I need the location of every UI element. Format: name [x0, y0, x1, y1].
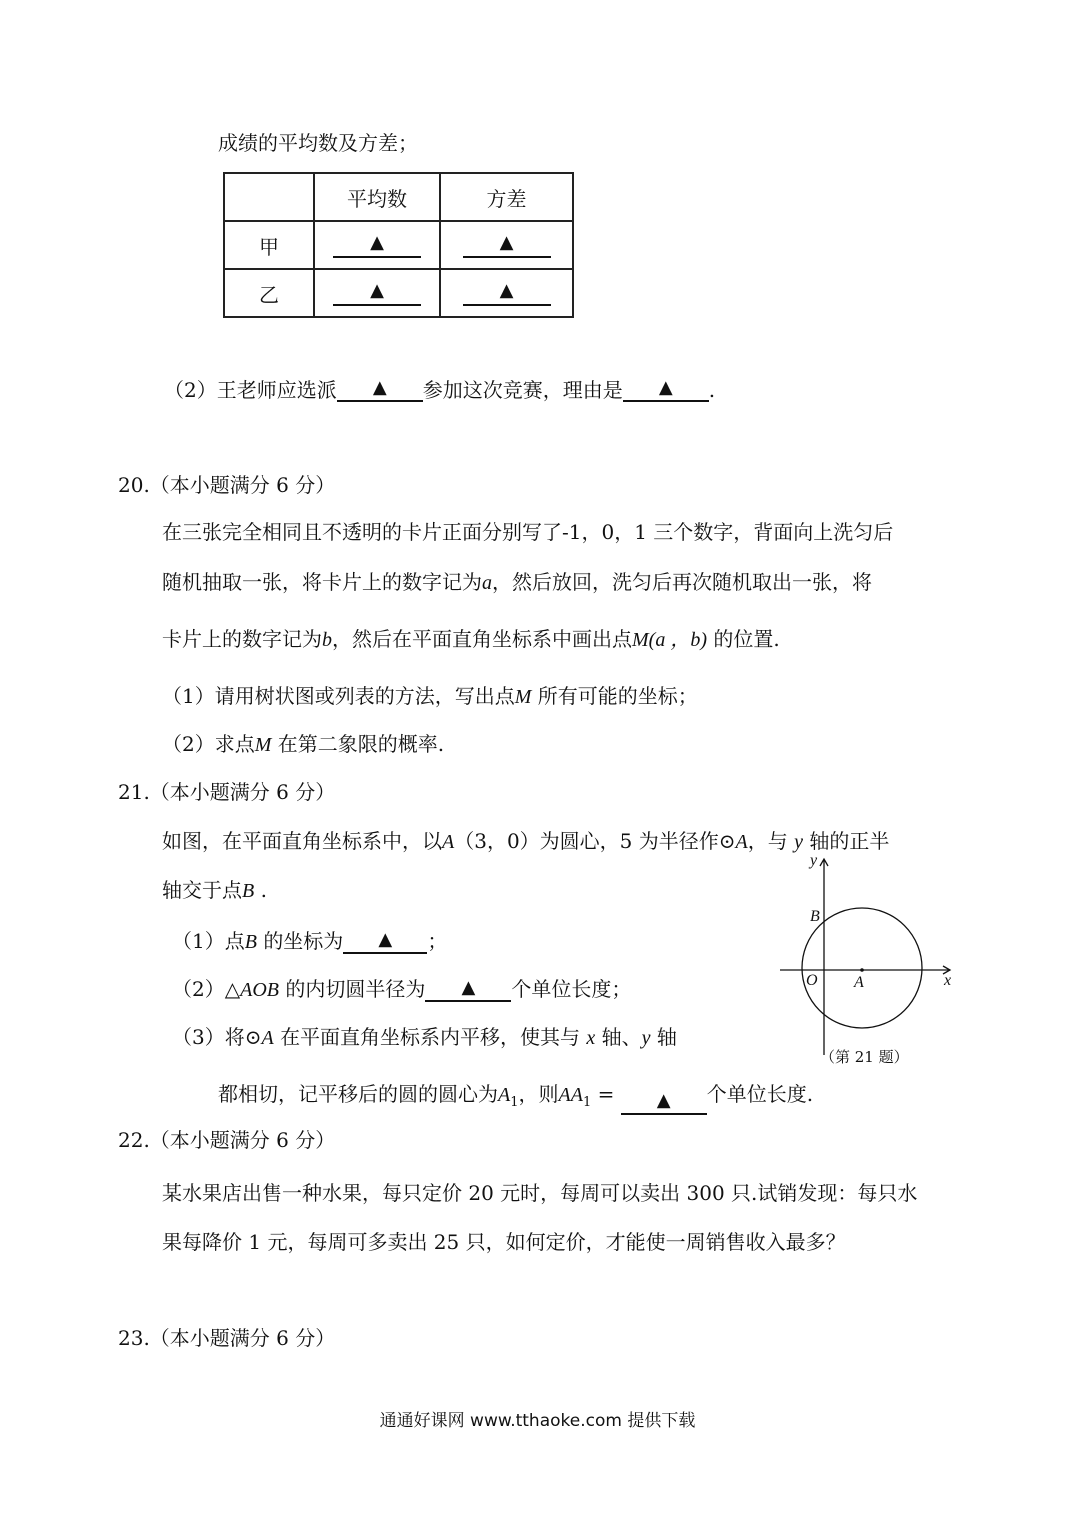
- header-cell-average: 平均数: [314, 173, 440, 221]
- q21-sub2: [172, 976, 631, 1002]
- q21-sub1-end: ；: [427, 929, 448, 953]
- q20-line2: [162, 570, 872, 595]
- q21-sub3-a: （3）将⊙: [172, 1025, 262, 1049]
- q21-sub3-end: 个单位长度.: [706, 1082, 814, 1106]
- point-a: A: [442, 831, 455, 853]
- table-intro: 成绩的平均数及方差；: [218, 131, 418, 155]
- var-b: b: [322, 629, 332, 651]
- point-a1: A: [498, 1084, 511, 1106]
- q23-title: 23.（本小题满分 6 分）: [118, 1326, 336, 1350]
- var-x: x: [586, 1027, 596, 1049]
- answer-blank[interactable]: ▲: [343, 928, 427, 954]
- point-b: B: [244, 931, 257, 953]
- q20-line2-a: 随机抽取一张，将卡片上的数字记为: [162, 570, 482, 594]
- q21-sub2-end: 个单位长度；: [511, 977, 632, 1001]
- q19-part2-prefix: （2）王老师应选派: [164, 378, 337, 402]
- q21-line1-a: 如图，在平面直角坐标系中，以: [162, 829, 442, 853]
- q21-line1-b: （3，0）为圆心，5 为半径作⊙: [454, 829, 736, 853]
- q21-title: 21.（本小题满分 6 分）: [118, 780, 336, 804]
- label-a: A: [854, 974, 864, 991]
- q21-sub3-c: 轴、: [601, 1025, 642, 1049]
- q21-sub1-a: （1）点: [172, 929, 245, 953]
- table-header-row: [224, 173, 573, 221]
- q21-line2-b: .: [260, 878, 267, 902]
- answer-blank[interactable]: ▲: [425, 976, 511, 1002]
- score-table: [223, 172, 574, 318]
- var-y: y: [641, 1027, 651, 1049]
- q20-sub2-b: 在第二象限的概率.: [277, 732, 445, 756]
- circle-a: [802, 908, 922, 1028]
- q22-line1: 某水果店出售一种水果，每只定价 20 元时，每周可以卖出 300 只.试销发现：每只水: [162, 1181, 918, 1205]
- triangle-aob: AOB: [240, 979, 279, 1001]
- table-row: [224, 269, 573, 317]
- q20-line3: [162, 627, 780, 652]
- q20-sub2: [162, 732, 444, 757]
- q20-line3-b: ，然后在平面直角坐标系中画出点: [332, 627, 632, 651]
- q21-sub3-e: 都相切，记平移后的圆的圆心为: [218, 1082, 498, 1106]
- q21-line1-d: 轴的正半: [809, 829, 890, 853]
- point-a: A: [735, 831, 748, 853]
- label-o: O: [806, 972, 818, 989]
- q20-line2-b: ，然后放回，洗匀后再次随机取出一张，将: [492, 570, 872, 594]
- q21-sub1-b: 的坐标为: [263, 929, 344, 953]
- q19-part2-middle: 参加这次竞赛，理由是: [422, 378, 623, 402]
- q22-line2: 果每降价 1 元，每周可多卖出 25 只，如何定价，才能使一周销售收入最多？: [162, 1230, 846, 1254]
- equals-sign: =: [591, 1082, 615, 1106]
- q21-sub2-a: （2）△: [172, 977, 241, 1001]
- header-cell-variance: 方差: [440, 173, 573, 221]
- q22-title: 22.（本小题满分 6 分）: [118, 1128, 336, 1152]
- q20-sub2-a: （2）求点: [162, 732, 255, 756]
- var-a: a: [482, 572, 492, 594]
- q20-sub1-b: 所有可能的坐标；: [537, 684, 698, 708]
- answer-blank[interactable]: ▲: [463, 280, 551, 306]
- q21-sub3-cont: [218, 1082, 813, 1115]
- answer-blank[interactable]: ▲: [337, 376, 423, 402]
- q20-line3-c: 的位置.: [713, 627, 780, 651]
- q21-sub3-b: 在平面直角坐标系内平移，使其与: [280, 1025, 581, 1049]
- segment-aa1: AA: [558, 1084, 583, 1106]
- point-m-coord: (a ，b): [648, 629, 707, 651]
- header-cell-empty: [224, 173, 314, 221]
- q21-line2: [162, 878, 267, 903]
- center-dot: [860, 968, 864, 972]
- answer-blank[interactable]: ▲: [333, 232, 421, 258]
- answer-blank[interactable]: ▲: [621, 1089, 707, 1115]
- answer-blank[interactable]: ▲: [623, 376, 709, 402]
- footer-credit: 通通好课网 www.tthaoke.com 提供下载: [379, 1411, 696, 1431]
- q20-line3-a: 卡片上的数字记为: [162, 627, 322, 651]
- q19-part2-end: .: [708, 378, 716, 402]
- q21-sub3-d: 轴: [656, 1025, 677, 1049]
- q21-line2-a: 轴交于点: [162, 878, 242, 902]
- figure-caption: （第 21 题）: [820, 1048, 909, 1066]
- answer-blank[interactable]: ▲: [333, 280, 421, 306]
- subscript-1: 1: [510, 1095, 519, 1110]
- q21-sub2-b: 的内切圆半径为: [285, 977, 426, 1001]
- point-m: M: [632, 629, 649, 651]
- q21-sub3: [172, 1025, 677, 1050]
- q21-line1-c: ，与: [747, 829, 788, 853]
- q20-title: 20.（本小题满分 6 分）: [118, 473, 336, 497]
- point-b: B: [242, 880, 255, 902]
- subscript-1: 1: [582, 1095, 592, 1110]
- q21-sub3-f: ，则: [518, 1082, 559, 1106]
- point-m: M: [514, 686, 532, 708]
- row-label: 甲: [224, 221, 314, 269]
- q21-sub1: [172, 928, 447, 954]
- answer-blank[interactable]: ▲: [463, 232, 551, 258]
- q20-line1: 在三张完全相同且不透明的卡片正面分别写了-1，0，1 三个数字，背面向上洗匀后: [162, 520, 894, 544]
- q20-sub1-a: （1）请用树状图或列表的方法，写出点: [162, 684, 515, 708]
- point-a: A: [261, 1027, 274, 1049]
- row-label: 乙: [224, 269, 314, 317]
- point-m: M: [254, 734, 272, 756]
- label-y: y: [810, 852, 818, 869]
- q21-figure: [770, 845, 970, 1075]
- var-y: y: [794, 831, 803, 853]
- label-x: x: [944, 972, 952, 989]
- q20-sub1: [162, 684, 698, 709]
- q19-part2: [164, 376, 715, 402]
- label-b: B: [810, 908, 820, 925]
- table-row: [224, 221, 573, 269]
